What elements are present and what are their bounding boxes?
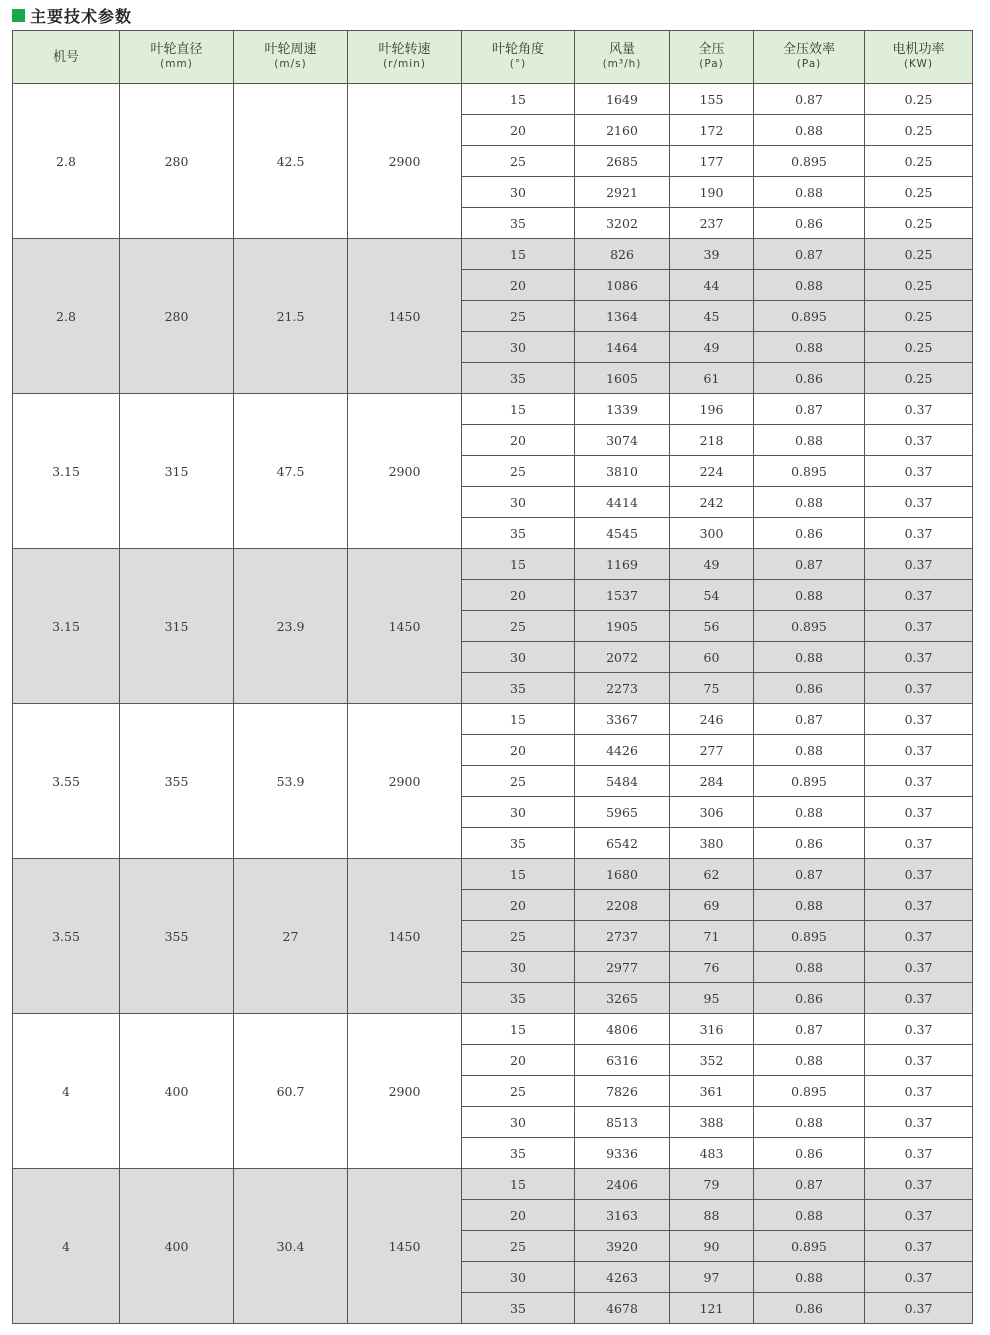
angle-cell: 35 bbox=[462, 828, 575, 859]
pressure-cell: 361 bbox=[670, 1076, 754, 1107]
header-label: 全压 bbox=[698, 42, 725, 57]
efficiency-cell: 0.86 bbox=[754, 828, 865, 859]
angle-cell: 30 bbox=[462, 1107, 575, 1138]
angle-cell: 25 bbox=[462, 1231, 575, 1262]
pressure-cell: 155 bbox=[670, 84, 754, 115]
power-cell: 0.37 bbox=[865, 518, 973, 549]
power-cell: 0.37 bbox=[865, 735, 973, 766]
angle-cell: 35 bbox=[462, 1138, 575, 1169]
efficiency-cell: 0.895 bbox=[754, 921, 865, 952]
power-cell: 0.37 bbox=[865, 921, 973, 952]
pressure-cell: 242 bbox=[670, 487, 754, 518]
pressure-cell: 380 bbox=[670, 828, 754, 859]
rpm-cell: 2900 bbox=[348, 84, 462, 239]
angle-cell: 15 bbox=[462, 239, 575, 270]
machine-cell: 3.15 bbox=[13, 394, 120, 549]
angle-cell: 30 bbox=[462, 177, 575, 208]
angle-cell: 20 bbox=[462, 270, 575, 301]
efficiency-cell: 0.895 bbox=[754, 146, 865, 177]
angle-cell: 15 bbox=[462, 394, 575, 425]
efficiency-cell: 0.88 bbox=[754, 735, 865, 766]
pressure-cell: 49 bbox=[670, 332, 754, 363]
angle-cell: 15 bbox=[462, 549, 575, 580]
pressure-cell: 44 bbox=[670, 270, 754, 301]
section-title bbox=[12, 2, 132, 28]
tip-speed-cell: 60.7 bbox=[234, 1014, 348, 1169]
flow-cell: 1169 bbox=[575, 549, 670, 580]
header-label: 电机功率 bbox=[892, 42, 945, 57]
angle-cell: 30 bbox=[462, 1262, 575, 1293]
efficiency-cell: 0.895 bbox=[754, 456, 865, 487]
flow-cell: 2072 bbox=[575, 642, 670, 673]
angle-cell: 30 bbox=[462, 487, 575, 518]
angle-cell: 25 bbox=[462, 611, 575, 642]
power-cell: 0.37 bbox=[865, 611, 973, 642]
flow-cell: 1537 bbox=[575, 580, 670, 611]
pressure-cell: 172 bbox=[670, 115, 754, 146]
pressure-cell: 218 bbox=[670, 425, 754, 456]
efficiency-cell: 0.88 bbox=[754, 487, 865, 518]
rpm-cell: 1450 bbox=[348, 1169, 462, 1324]
efficiency-cell: 0.88 bbox=[754, 332, 865, 363]
efficiency-cell: 0.88 bbox=[754, 797, 865, 828]
angle-cell: 35 bbox=[462, 363, 575, 394]
pressure-cell: 190 bbox=[670, 177, 754, 208]
flow-cell: 3163 bbox=[575, 1200, 670, 1231]
angle-cell: 25 bbox=[462, 921, 575, 952]
efficiency-cell: 0.895 bbox=[754, 1231, 865, 1262]
header-label: 叶轮角度 bbox=[491, 42, 544, 57]
efficiency-cell: 0.88 bbox=[754, 890, 865, 921]
flow-cell: 2273 bbox=[575, 673, 670, 704]
angle-cell: 25 bbox=[462, 146, 575, 177]
square-bullet-icon bbox=[12, 9, 25, 22]
flow-cell: 4426 bbox=[575, 735, 670, 766]
power-cell: 0.25 bbox=[865, 270, 973, 301]
rpm-cell: 1450 bbox=[348, 859, 462, 1014]
table-row bbox=[13, 549, 973, 580]
diameter-cell: 355 bbox=[120, 859, 234, 1014]
pressure-cell: 60 bbox=[670, 642, 754, 673]
table-row bbox=[13, 704, 973, 735]
flow-cell: 4545 bbox=[575, 518, 670, 549]
flow-cell: 4414 bbox=[575, 487, 670, 518]
angle-cell: 20 bbox=[462, 735, 575, 766]
angle-cell: 25 bbox=[462, 456, 575, 487]
pressure-cell: 224 bbox=[670, 456, 754, 487]
power-cell: 0.37 bbox=[865, 890, 973, 921]
pressure-cell: 277 bbox=[670, 735, 754, 766]
efficiency-cell: 0.87 bbox=[754, 859, 865, 890]
tip-speed-cell: 47.5 bbox=[234, 394, 348, 549]
efficiency-cell: 0.88 bbox=[754, 642, 865, 673]
flow-cell: 4263 bbox=[575, 1262, 670, 1293]
efficiency-cell: 0.88 bbox=[754, 177, 865, 208]
power-cell: 0.37 bbox=[865, 859, 973, 890]
angle-cell: 35 bbox=[462, 673, 575, 704]
power-cell: 0.37 bbox=[865, 766, 973, 797]
pressure-cell: 75 bbox=[670, 673, 754, 704]
pressure-cell: 49 bbox=[670, 549, 754, 580]
flow-cell: 1649 bbox=[575, 84, 670, 115]
power-cell: 0.25 bbox=[865, 301, 973, 332]
efficiency-cell: 0.895 bbox=[754, 301, 865, 332]
header-label: 风量 bbox=[608, 42, 635, 57]
flow-cell: 1680 bbox=[575, 859, 670, 890]
flow-cell: 4678 bbox=[575, 1293, 670, 1324]
pressure-cell: 316 bbox=[670, 1014, 754, 1045]
pressure-cell: 56 bbox=[670, 611, 754, 642]
rpm-cell: 1450 bbox=[348, 549, 462, 704]
diameter-cell: 400 bbox=[120, 1014, 234, 1169]
power-cell: 0.25 bbox=[865, 332, 973, 363]
header-label: 叶轮转速 bbox=[378, 42, 431, 57]
angle-cell: 35 bbox=[462, 983, 575, 1014]
flow-cell: 2737 bbox=[575, 921, 670, 952]
tip-speed-cell: 27 bbox=[234, 859, 348, 1014]
flow-cell: 3367 bbox=[575, 704, 670, 735]
pressure-cell: 284 bbox=[670, 766, 754, 797]
efficiency-cell: 0.86 bbox=[754, 518, 865, 549]
machine-cell: 2.8 bbox=[13, 84, 120, 239]
rpm-cell: 2900 bbox=[348, 394, 462, 549]
header-label: 叶轮直径 bbox=[150, 42, 203, 57]
table-row bbox=[13, 239, 973, 270]
power-cell: 0.37 bbox=[865, 1200, 973, 1231]
pressure-cell: 95 bbox=[670, 983, 754, 1014]
flow-cell: 3810 bbox=[575, 456, 670, 487]
header-label: 机号 bbox=[52, 49, 79, 65]
angle-cell: 25 bbox=[462, 766, 575, 797]
angle-cell: 20 bbox=[462, 425, 575, 456]
efficiency-cell: 0.88 bbox=[754, 952, 865, 983]
power-cell: 0.37 bbox=[865, 673, 973, 704]
pressure-cell: 90 bbox=[670, 1231, 754, 1262]
flow-cell: 3920 bbox=[575, 1231, 670, 1262]
header-rpm bbox=[348, 31, 462, 84]
flow-cell: 5965 bbox=[575, 797, 670, 828]
angle-cell: 30 bbox=[462, 642, 575, 673]
efficiency-cell: 0.87 bbox=[754, 549, 865, 580]
angle-cell: 35 bbox=[462, 208, 575, 239]
pressure-cell: 79 bbox=[670, 1169, 754, 1200]
power-cell: 0.37 bbox=[865, 983, 973, 1014]
table-row bbox=[13, 84, 973, 115]
pressure-cell: 71 bbox=[670, 921, 754, 952]
power-cell: 0.37 bbox=[865, 394, 973, 425]
flow-cell: 1364 bbox=[575, 301, 670, 332]
angle-cell: 30 bbox=[462, 332, 575, 363]
machine-cell: 4 bbox=[13, 1014, 120, 1169]
table-row bbox=[13, 859, 973, 890]
header-unit: (Pa) bbox=[796, 58, 822, 70]
flow-cell: 2406 bbox=[575, 1169, 670, 1200]
diameter-cell: 315 bbox=[120, 394, 234, 549]
flow-cell: 1605 bbox=[575, 363, 670, 394]
machine-cell: 2.8 bbox=[13, 239, 120, 394]
efficiency-cell: 0.86 bbox=[754, 983, 865, 1014]
flow-cell: 826 bbox=[575, 239, 670, 270]
efficiency-cell: 0.86 bbox=[754, 1293, 865, 1324]
power-cell: 0.37 bbox=[865, 549, 973, 580]
diameter-cell: 400 bbox=[120, 1169, 234, 1324]
header-unit: (m³/h) bbox=[602, 58, 642, 70]
rpm-cell: 1450 bbox=[348, 239, 462, 394]
efficiency-cell: 0.86 bbox=[754, 673, 865, 704]
tip-speed-cell: 30.4 bbox=[234, 1169, 348, 1324]
header-power bbox=[865, 31, 973, 84]
table-row bbox=[13, 394, 973, 425]
angle-cell: 15 bbox=[462, 1014, 575, 1045]
efficiency-cell: 0.895 bbox=[754, 1076, 865, 1107]
table-row bbox=[13, 1169, 973, 1200]
flow-cell: 2921 bbox=[575, 177, 670, 208]
machine-cell: 3.55 bbox=[13, 704, 120, 859]
header-unit: (°) bbox=[509, 58, 527, 70]
pressure-cell: 306 bbox=[670, 797, 754, 828]
power-cell: 0.37 bbox=[865, 425, 973, 456]
header-unit: (m/s) bbox=[274, 58, 307, 70]
angle-cell: 15 bbox=[462, 704, 575, 735]
power-cell: 0.37 bbox=[865, 1045, 973, 1076]
header-flow bbox=[575, 31, 670, 84]
power-cell: 0.37 bbox=[865, 704, 973, 735]
tip-speed-cell: 53.9 bbox=[234, 704, 348, 859]
efficiency-cell: 0.86 bbox=[754, 363, 865, 394]
header-tip-speed bbox=[234, 31, 348, 84]
flow-cell: 1086 bbox=[575, 270, 670, 301]
flow-cell: 8513 bbox=[575, 1107, 670, 1138]
section-title-text: 主要技术参数 bbox=[30, 6, 133, 26]
flow-cell: 3202 bbox=[575, 208, 670, 239]
efficiency-cell: 0.88 bbox=[754, 580, 865, 611]
machine-cell: 3.15 bbox=[13, 549, 120, 704]
angle-cell: 35 bbox=[462, 518, 575, 549]
power-cell: 0.37 bbox=[865, 1231, 973, 1262]
pressure-cell: 61 bbox=[670, 363, 754, 394]
pressure-cell: 388 bbox=[670, 1107, 754, 1138]
power-cell: 0.25 bbox=[865, 146, 973, 177]
pressure-cell: 76 bbox=[670, 952, 754, 983]
pressure-cell: 483 bbox=[670, 1138, 754, 1169]
flow-cell: 7826 bbox=[575, 1076, 670, 1107]
efficiency-cell: 0.88 bbox=[754, 1200, 865, 1231]
header-unit: (r/min) bbox=[383, 58, 426, 70]
power-cell: 0.37 bbox=[865, 952, 973, 983]
efficiency-cell: 0.87 bbox=[754, 1014, 865, 1045]
power-cell: 0.37 bbox=[865, 1107, 973, 1138]
efficiency-cell: 0.87 bbox=[754, 1169, 865, 1200]
efficiency-cell: 0.87 bbox=[754, 84, 865, 115]
pressure-cell: 237 bbox=[670, 208, 754, 239]
header-row bbox=[13, 31, 973, 84]
power-cell: 0.25 bbox=[865, 115, 973, 146]
header-angle bbox=[462, 31, 575, 84]
rpm-cell: 2900 bbox=[348, 1014, 462, 1169]
header-pressure bbox=[670, 31, 754, 84]
angle-cell: 15 bbox=[462, 859, 575, 890]
pressure-cell: 177 bbox=[670, 146, 754, 177]
power-cell: 0.37 bbox=[865, 642, 973, 673]
pressure-cell: 39 bbox=[670, 239, 754, 270]
power-cell: 0.37 bbox=[865, 1076, 973, 1107]
tip-speed-cell: 23.9 bbox=[234, 549, 348, 704]
efficiency-cell: 0.895 bbox=[754, 611, 865, 642]
diameter-cell: 280 bbox=[120, 84, 234, 239]
machine-cell: 4 bbox=[13, 1169, 120, 1324]
flow-cell: 2208 bbox=[575, 890, 670, 921]
tip-speed-cell: 42.5 bbox=[234, 84, 348, 239]
rpm-cell: 2900 bbox=[348, 704, 462, 859]
pressure-cell: 45 bbox=[670, 301, 754, 332]
flow-cell: 2685 bbox=[575, 146, 670, 177]
power-cell: 0.25 bbox=[865, 239, 973, 270]
efficiency-cell: 0.88 bbox=[754, 270, 865, 301]
power-cell: 0.25 bbox=[865, 363, 973, 394]
angle-cell: 20 bbox=[462, 890, 575, 921]
angle-cell: 20 bbox=[462, 1200, 575, 1231]
spec-table-body bbox=[13, 84, 973, 1324]
efficiency-cell: 0.88 bbox=[754, 115, 865, 146]
header-diameter bbox=[120, 31, 234, 84]
pressure-cell: 54 bbox=[670, 580, 754, 611]
efficiency-cell: 0.88 bbox=[754, 1107, 865, 1138]
flow-cell: 3074 bbox=[575, 425, 670, 456]
flow-cell: 2977 bbox=[575, 952, 670, 983]
header-unit: (Pa) bbox=[699, 58, 724, 70]
angle-cell: 35 bbox=[462, 1293, 575, 1324]
pressure-cell: 62 bbox=[670, 859, 754, 890]
flow-cell: 6542 bbox=[575, 828, 670, 859]
spec-table bbox=[12, 30, 973, 1324]
pressure-cell: 88 bbox=[670, 1200, 754, 1231]
power-cell: 0.37 bbox=[865, 1293, 973, 1324]
machine-cell: 3.55 bbox=[13, 859, 120, 1014]
efficiency-cell: 0.87 bbox=[754, 239, 865, 270]
pressure-cell: 69 bbox=[670, 890, 754, 921]
header-unit: (mm) bbox=[160, 58, 193, 70]
header-efficiency bbox=[754, 31, 865, 84]
power-cell: 0.37 bbox=[865, 1262, 973, 1293]
efficiency-cell: 0.86 bbox=[754, 1138, 865, 1169]
angle-cell: 15 bbox=[462, 1169, 575, 1200]
flow-cell: 4806 bbox=[575, 1014, 670, 1045]
efficiency-cell: 0.895 bbox=[754, 766, 865, 797]
flow-cell: 3265 bbox=[575, 983, 670, 1014]
diameter-cell: 355 bbox=[120, 704, 234, 859]
pressure-cell: 196 bbox=[670, 394, 754, 425]
power-cell: 0.25 bbox=[865, 84, 973, 115]
power-cell: 0.37 bbox=[865, 580, 973, 611]
header-label: 叶轮周速 bbox=[264, 42, 317, 57]
diameter-cell: 280 bbox=[120, 239, 234, 394]
header-unit: (KW) bbox=[903, 58, 934, 70]
header-label: 全压效率 bbox=[782, 42, 835, 57]
pressure-cell: 352 bbox=[670, 1045, 754, 1076]
power-cell: 0.37 bbox=[865, 1169, 973, 1200]
power-cell: 0.25 bbox=[865, 177, 973, 208]
angle-cell: 25 bbox=[462, 301, 575, 332]
diameter-cell: 315 bbox=[120, 549, 234, 704]
angle-cell: 30 bbox=[462, 797, 575, 828]
power-cell: 0.37 bbox=[865, 797, 973, 828]
flow-cell: 2160 bbox=[575, 115, 670, 146]
efficiency-cell: 0.86 bbox=[754, 208, 865, 239]
flow-cell: 6316 bbox=[575, 1045, 670, 1076]
table-row bbox=[13, 1014, 973, 1045]
efficiency-cell: 0.88 bbox=[754, 1045, 865, 1076]
pressure-cell: 97 bbox=[670, 1262, 754, 1293]
pressure-cell: 121 bbox=[670, 1293, 754, 1324]
angle-cell: 20 bbox=[462, 1045, 575, 1076]
pressure-cell: 246 bbox=[670, 704, 754, 735]
efficiency-cell: 0.88 bbox=[754, 1262, 865, 1293]
flow-cell: 1464 bbox=[575, 332, 670, 363]
power-cell: 0.37 bbox=[865, 1014, 973, 1045]
efficiency-cell: 0.87 bbox=[754, 704, 865, 735]
power-cell: 0.37 bbox=[865, 828, 973, 859]
power-cell: 0.25 bbox=[865, 208, 973, 239]
efficiency-cell: 0.87 bbox=[754, 394, 865, 425]
angle-cell: 20 bbox=[462, 115, 575, 146]
flow-cell: 5484 bbox=[575, 766, 670, 797]
tip-speed-cell: 21.5 bbox=[234, 239, 348, 394]
angle-cell: 15 bbox=[462, 84, 575, 115]
flow-cell: 1905 bbox=[575, 611, 670, 642]
angle-cell: 20 bbox=[462, 580, 575, 611]
pressure-cell: 300 bbox=[670, 518, 754, 549]
power-cell: 0.37 bbox=[865, 1138, 973, 1169]
flow-cell: 9336 bbox=[575, 1138, 670, 1169]
power-cell: 0.37 bbox=[865, 456, 973, 487]
header-machine bbox=[13, 31, 120, 84]
flow-cell: 1339 bbox=[575, 394, 670, 425]
power-cell: 0.37 bbox=[865, 487, 973, 518]
angle-cell: 30 bbox=[462, 952, 575, 983]
angle-cell: 25 bbox=[462, 1076, 575, 1107]
efficiency-cell: 0.88 bbox=[754, 425, 865, 456]
